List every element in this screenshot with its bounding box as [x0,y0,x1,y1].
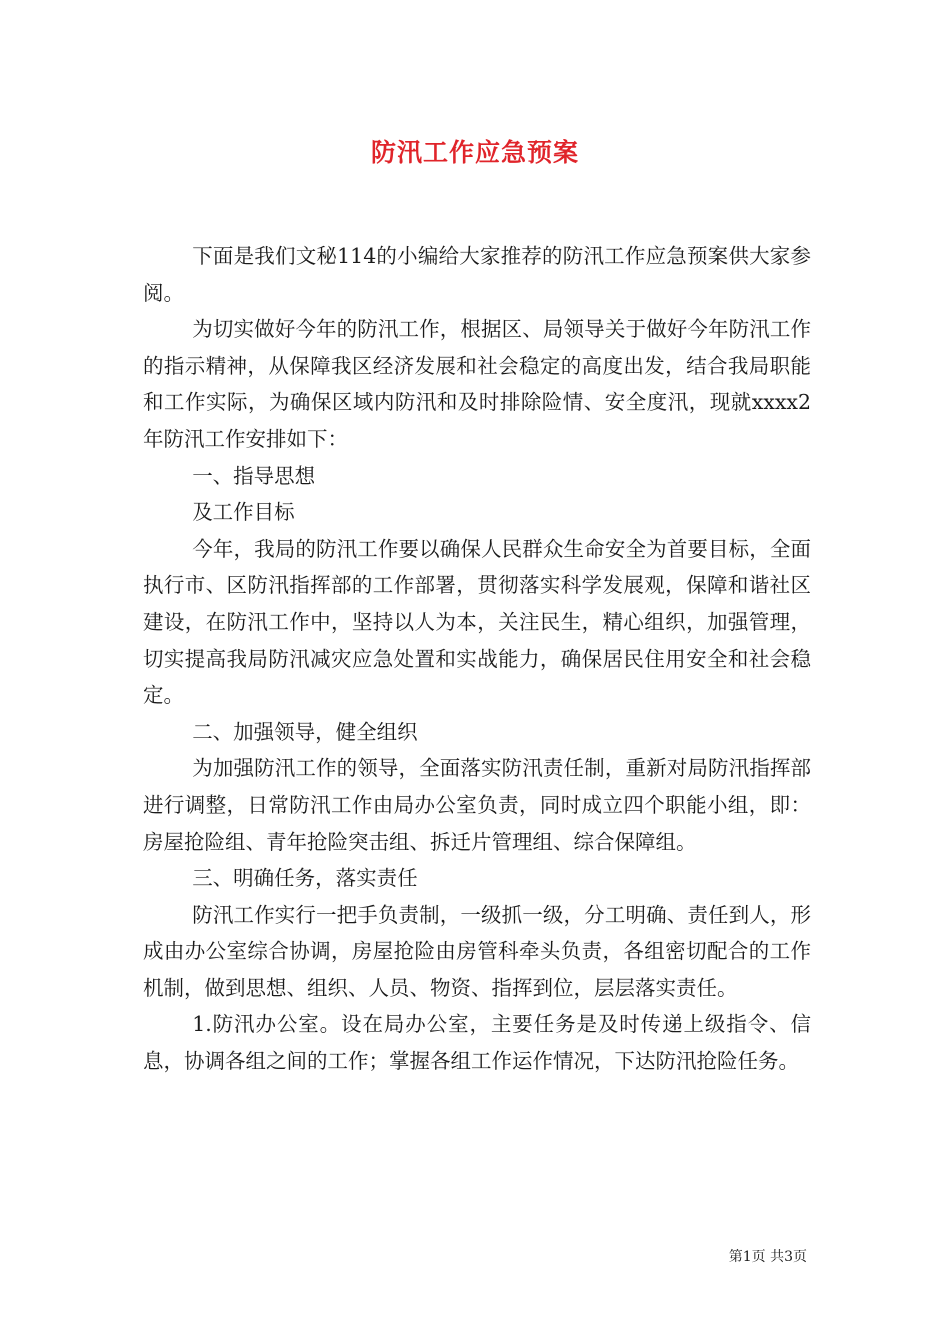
responsibility-paragraph: 防汛工作实行一把手负责制，一级抓一级，分工明确、责任到人，形成由办公室综合协调，房屋抢险由房管科牵头负责，各组密切配合的工作机制，做到思想、组织、人员、物资、指挥到位，层层落实责任。 [143,902,811,1000]
document-body [143,238,811,1080]
organization-paragraph: 为加强防汛工作的领导，全面落实防汛责任制，重新对局防汛指挥部进行调整，日常防汛工作由局办公室负责，同时成立四个职能小组，即：房屋抢险组、青年抢险突击组、拆迁片管理组、综合保障组。 [143,756,811,854]
section-heading-1: 一、指导思想 [192,463,316,488]
purpose-paragraph: 为切实做好今年的防汛工作，根据区、局领导关于做好今年防汛工作的指示精神，从保障我区经济发展和社会稳定的高度出发，结合我局职能和工作实际，为确保区域内防汛和及时排除险情、安全度汛，现就xxxx2年防汛工作安排如下： [143,317,811,451]
intro-paragraph: 下面是我们文秘114的小编给大家推荐的防汛工作应急预案供大家参阅。 [143,244,811,305]
office-task-paragraph: 1.防汛办公室。设在局办公室，主要任务是及时传递上级指令、信息，协调各组之间的工作；掌握各组工作运作情况，下达防汛抢险任务。 [143,1012,811,1074]
guiding-paragraph: 今年，我局的防汛工作要以确保人民群众生命安全为首要目标，全面执行市、区防汛指挥部的工作部署，贯彻落实科学发展观，保障和谐社区建设，在防汛工作中，坚持以人为本，关注民生，精心组织，加强管理，切实提高我局防汛减灾应急处置和实战能力，确保居民住用安全和社会稳定。 [143,536,811,708]
section-heading-1-continued: 及工作目标 [192,500,295,525]
document-title: 防汛工作应急预案 [370,138,579,167]
section-heading-3: 三、明确任务，落实责任 [192,866,418,891]
page-number: 第1页 共3页 [728,1249,807,1265]
section-heading-2: 二、加强领导，健全组织 [192,719,418,744]
